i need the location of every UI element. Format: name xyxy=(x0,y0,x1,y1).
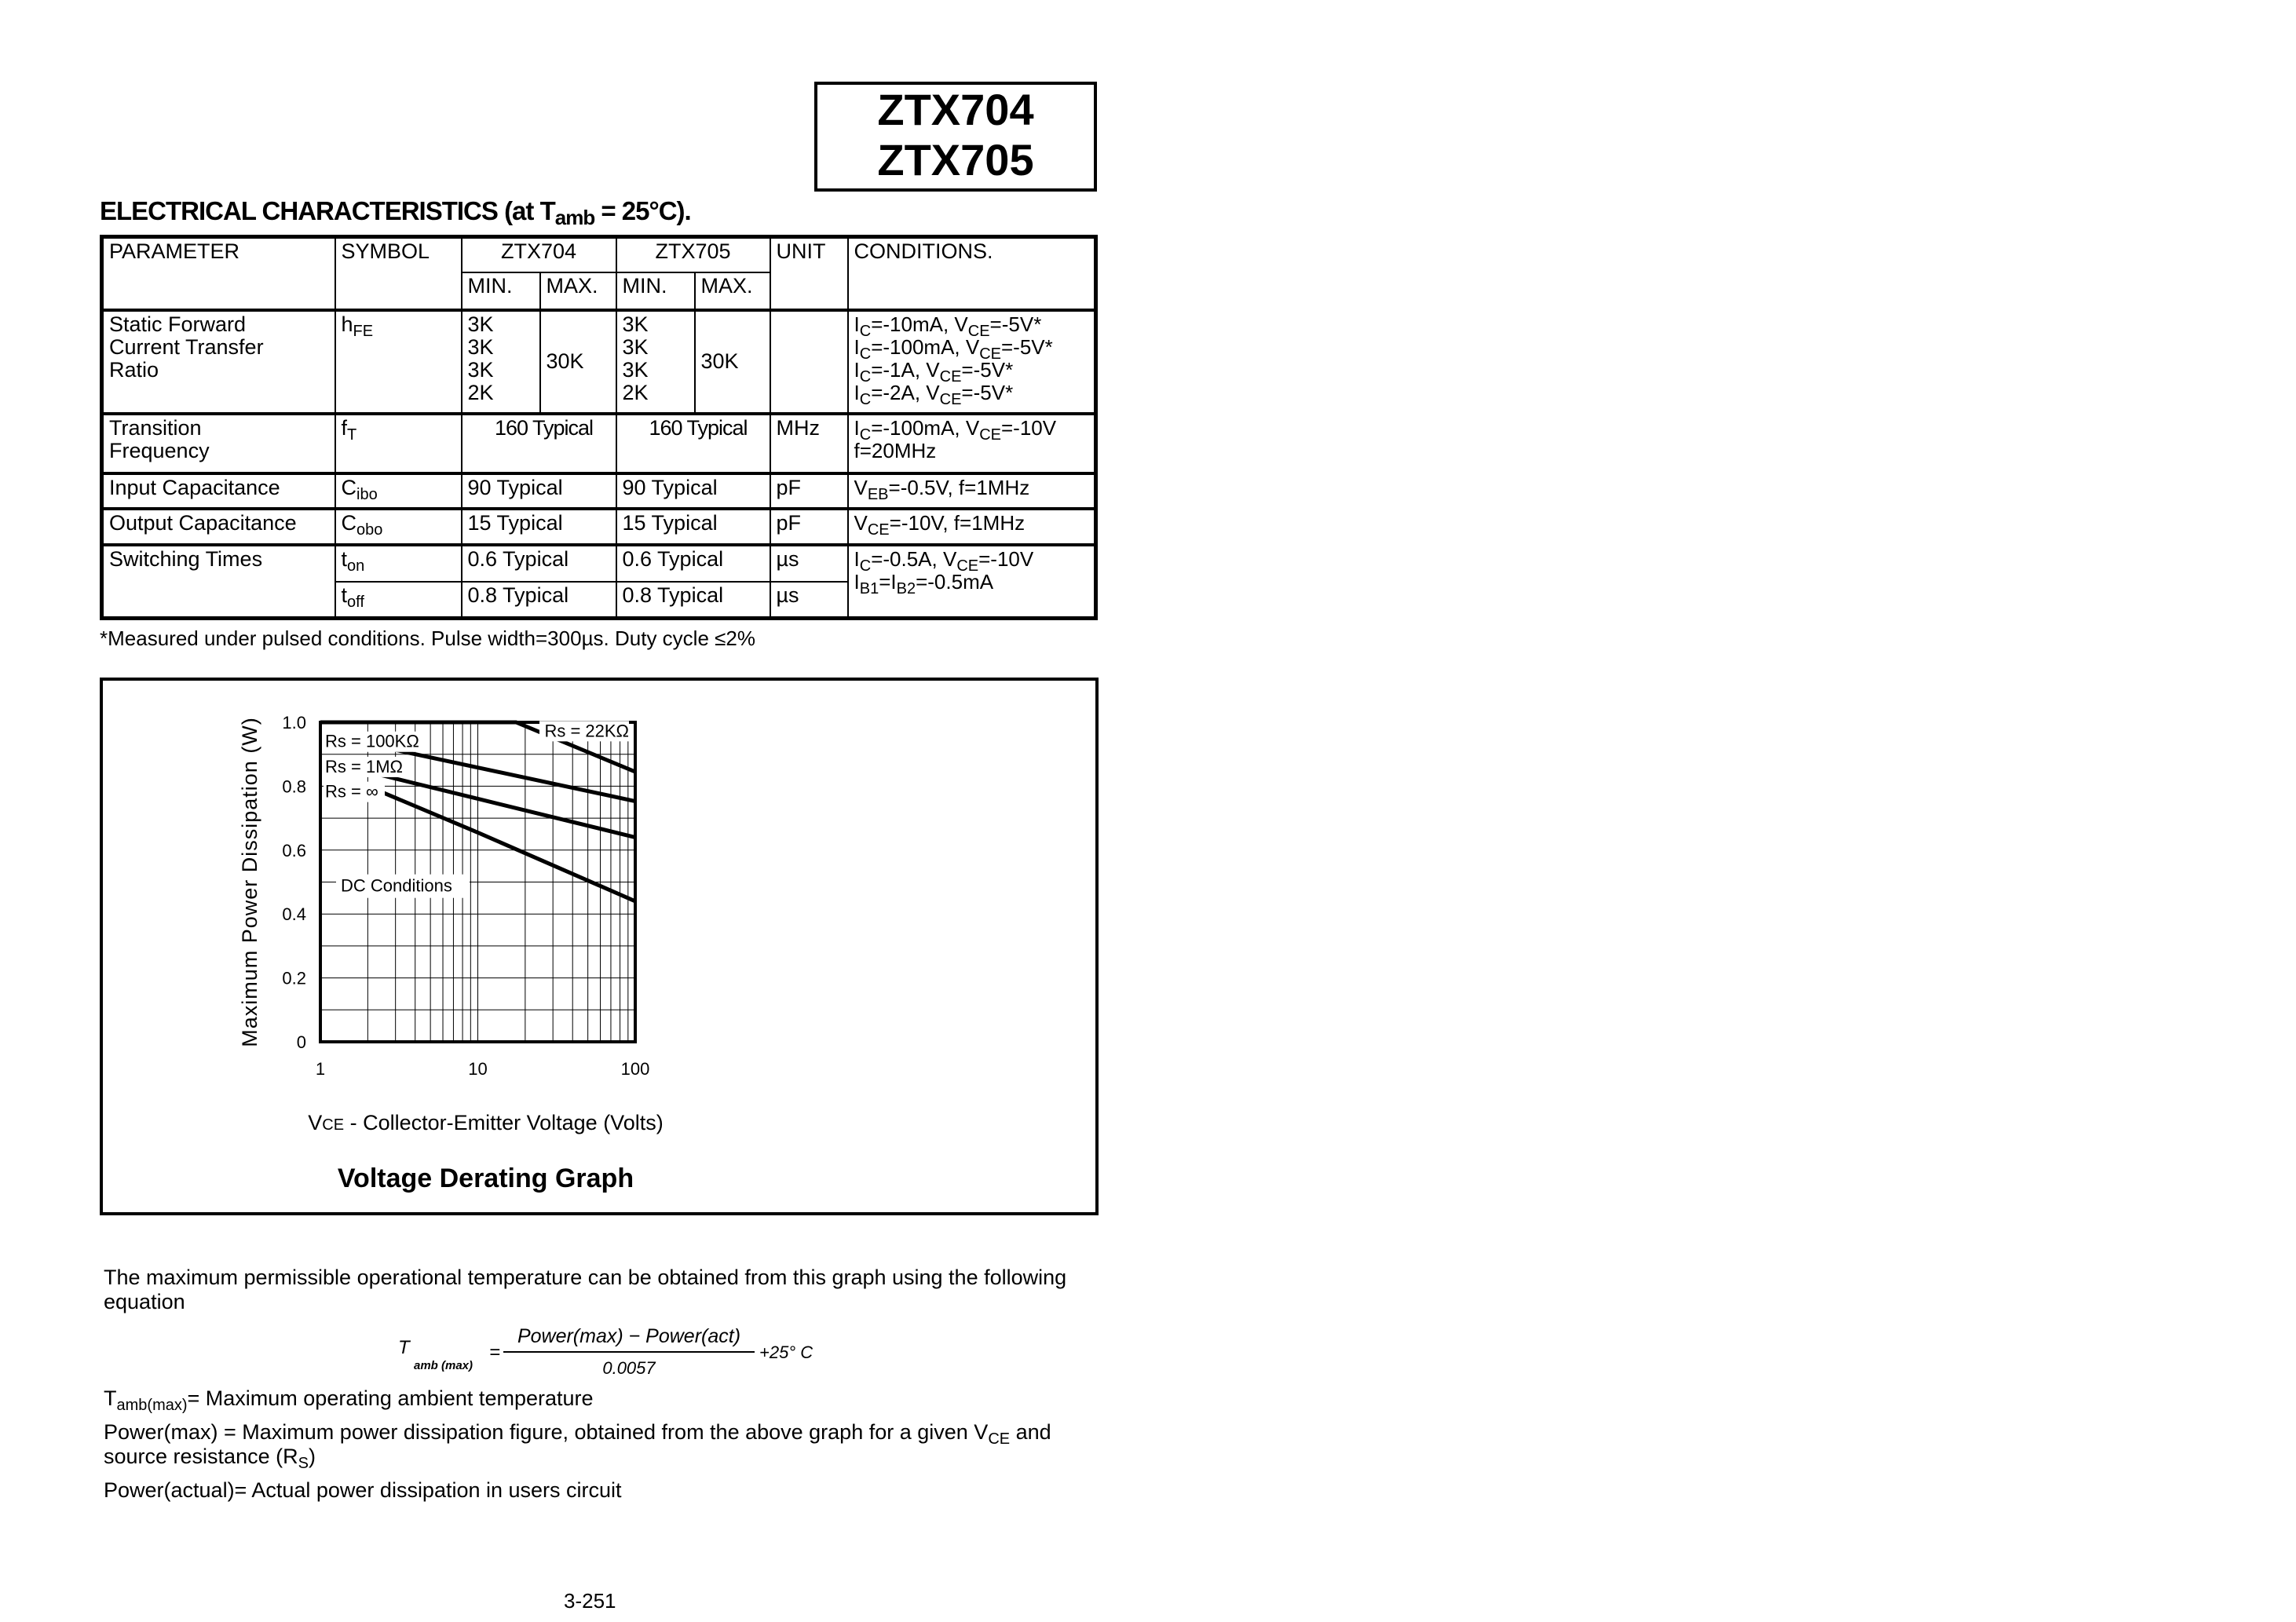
ztx705-value-cell: 90 Typical xyxy=(616,473,770,509)
subscript: CE xyxy=(979,426,1001,444)
parameter-cell xyxy=(102,545,335,619)
ztx705-value-cell: 160 Typical xyxy=(616,414,770,473)
value: 2K xyxy=(622,380,649,404)
condition-line xyxy=(854,380,1089,408)
ztx704-value-cell: 15 Typical xyxy=(462,509,616,545)
table-row xyxy=(102,310,1096,414)
subscript: ibo xyxy=(356,485,378,503)
text-segment: f xyxy=(341,415,348,440)
eq-suffix: +25° C xyxy=(759,1343,813,1362)
section-heading xyxy=(100,196,691,229)
symbol-cell xyxy=(335,473,462,509)
condition-line xyxy=(854,312,1089,340)
conditions-cell xyxy=(848,509,1096,545)
table-row xyxy=(102,545,1096,582)
conditions-cell xyxy=(848,310,1096,414)
text-segment: C xyxy=(341,510,356,535)
parameter-line: Input Capacitance xyxy=(109,475,280,499)
text-segment: =-1A, V xyxy=(871,357,940,382)
electrical-characteristics-table xyxy=(100,235,1098,620)
y-tick-label: 0.2 xyxy=(282,968,306,988)
x-label-subscript: CE xyxy=(322,1116,345,1134)
header-unit: UNIT xyxy=(770,237,848,310)
condition-line xyxy=(854,357,1089,385)
header-min: MIN. xyxy=(462,272,540,310)
heading-text-end: = 25°C). xyxy=(594,196,691,225)
text-segment: =-5V* xyxy=(961,380,1014,404)
subscript: obo xyxy=(356,521,383,539)
text-segment: =-2A, V xyxy=(871,380,940,404)
series-label: Rs = 100KΩ xyxy=(325,731,419,751)
ztx705-min-cell xyxy=(616,310,695,414)
header-min: MIN. xyxy=(616,272,695,310)
table-row xyxy=(102,473,1096,509)
subscript: CE xyxy=(939,367,962,385)
text-segment: =-5V* xyxy=(961,357,1014,382)
text-segment: =-100mA, V xyxy=(871,415,980,440)
text-segment: V xyxy=(854,510,868,535)
text-segment: =-10mA, V xyxy=(871,312,968,336)
subscript: C xyxy=(859,367,872,385)
symbol xyxy=(341,510,455,539)
condition-line xyxy=(854,546,1089,575)
y-axis-label: Maximum Power Dissipation (W) xyxy=(238,717,261,1047)
text-segment: =-5V* xyxy=(1001,334,1053,359)
text-segment: =I xyxy=(879,569,897,594)
text-segment: I xyxy=(854,569,860,594)
subscript: off xyxy=(347,593,364,611)
text-segment: =-10V, f=1MHz xyxy=(889,510,1026,535)
parameter-cell xyxy=(102,509,335,545)
symbol-cell xyxy=(335,545,462,582)
symbol xyxy=(341,583,455,611)
subscript: S xyxy=(298,1455,309,1472)
subscript: C xyxy=(859,390,872,408)
ztx704-max-cell: 30K xyxy=(540,310,616,414)
text-segment: =-10V xyxy=(1001,415,1057,440)
series-label: Rs = 22KΩ xyxy=(544,721,629,741)
x-tick-label: 1 xyxy=(315,1059,326,1079)
voltage-derating-chart xyxy=(100,678,1099,1215)
parameter-line: Frequency xyxy=(109,438,210,462)
subscript: C xyxy=(859,322,872,340)
condition-line xyxy=(854,440,1089,462)
text-segment: =-0.5A, V xyxy=(871,546,957,571)
subscript: T xyxy=(347,426,357,444)
ztx705-max-cell: 30K xyxy=(695,310,770,414)
x-tick-label: 100 xyxy=(620,1059,650,1079)
subscript: C xyxy=(859,426,872,444)
symbol xyxy=(341,312,455,340)
subscript: B1 xyxy=(859,579,879,597)
unit-cell xyxy=(770,310,848,414)
footnote: *Measured under pulsed conditions. Pulse width=300µs. Duty cycle ≤2% xyxy=(100,627,755,650)
header-parameter: PARAMETER xyxy=(102,237,335,310)
series-label: Rs = 1MΩ xyxy=(325,756,403,776)
text-segment: h xyxy=(341,312,353,336)
y-tick-label: 0.8 xyxy=(282,776,306,797)
eq-lhs: T xyxy=(398,1337,410,1358)
symbol xyxy=(341,546,455,575)
value: 3K xyxy=(622,334,649,359)
eq-equals: = xyxy=(489,1342,501,1363)
page-number: 3-251 xyxy=(564,1589,616,1613)
header-ztx705: ZTX705 xyxy=(616,237,770,272)
table-row xyxy=(102,509,1096,545)
parameter-cell xyxy=(102,310,335,414)
subscript: CE xyxy=(939,390,962,408)
symbol xyxy=(341,415,455,444)
header-conditions: CONDITIONS. xyxy=(848,237,1096,310)
parameter-line: Switching Times xyxy=(109,546,263,571)
unit-cell: µs xyxy=(770,545,848,582)
symbol-cell xyxy=(335,414,462,473)
y-tick-label: 0 xyxy=(296,1032,306,1052)
text-segment: I xyxy=(854,334,860,359)
text-segment: =-100mA, V xyxy=(871,334,980,359)
definitions xyxy=(104,1386,1093,1512)
equation xyxy=(397,1322,852,1384)
eq-denominator: 0.0057 xyxy=(602,1358,656,1378)
subscript: CE xyxy=(867,521,890,539)
text-segment: =-0.5mA xyxy=(916,569,994,594)
text-segment: Power(max) = Maximum power dissipation figure, obtained from the above graph for a given V xyxy=(104,1420,989,1444)
part-number-box xyxy=(814,82,1097,192)
text-segment: t xyxy=(341,546,348,571)
y-tick-label: 1.0 xyxy=(282,713,306,732)
symbol-cell xyxy=(335,310,462,414)
subscript: CE xyxy=(979,345,1001,363)
text-segment: = Maximum operating ambient temperature xyxy=(187,1386,594,1410)
series-label: Rs = ∞ xyxy=(325,781,378,802)
parameter-cell xyxy=(102,473,335,509)
y-tick-label: 0.4 xyxy=(282,904,306,925)
conditions-cell xyxy=(848,414,1096,473)
header-max: MAX. xyxy=(540,272,616,310)
text-segment: ) xyxy=(308,1445,316,1468)
x-axis-label xyxy=(308,1111,663,1134)
ztx704-value-cell: 160 Typical xyxy=(462,414,616,473)
subscript: CE xyxy=(967,322,990,340)
subscript: CE xyxy=(988,1430,1011,1448)
x-label-text: - Collector-Emitter Voltage (Volts) xyxy=(344,1111,664,1134)
text-segment: V xyxy=(854,475,868,499)
part-number-2: ZTX705 xyxy=(877,135,1034,184)
definition xyxy=(104,1386,1093,1414)
parameter-line: Output Capacitance xyxy=(109,510,297,535)
value: 3K xyxy=(622,312,649,336)
symbol xyxy=(341,475,455,503)
subscript: C xyxy=(859,557,872,575)
value: 3K xyxy=(467,357,494,382)
parameter-line: Current Transfer xyxy=(109,334,264,359)
intro-paragraph: The maximum permissible operational temperature can be obtained from this graph using the following equation xyxy=(104,1266,1067,1313)
text-segment: I xyxy=(854,380,860,404)
ztx704-value-cell: 0.8 Typical xyxy=(462,582,616,619)
dc-conditions-annotation: DC Conditions xyxy=(341,875,452,896)
condition-line xyxy=(854,415,1089,444)
value: 3K xyxy=(622,357,649,382)
symbol-cell xyxy=(335,509,462,545)
ztx704-min-cell xyxy=(462,310,540,414)
value: 2K xyxy=(467,380,494,404)
text-segment: t xyxy=(341,583,348,607)
subscript: B2 xyxy=(896,579,916,597)
parameter-line: Transition xyxy=(109,415,202,440)
text-segment: and source resistance (R xyxy=(104,1420,1051,1468)
ztx705-value-cell: 15 Typical xyxy=(616,509,770,545)
text-segment: T xyxy=(104,1386,117,1410)
subscript: CE xyxy=(956,557,979,575)
text-segment: I xyxy=(854,415,860,440)
unit-cell: µs xyxy=(770,582,848,619)
parameter-line: Ratio xyxy=(109,357,159,382)
header-ztx704: ZTX704 xyxy=(462,237,616,272)
table-row xyxy=(102,414,1096,473)
y-tick-label: 0.6 xyxy=(282,840,306,860)
condition-line xyxy=(854,334,1089,363)
chart-title: Voltage Derating Graph xyxy=(337,1164,634,1193)
eq-lhs-sub: amb (max) xyxy=(414,1359,473,1372)
value: 3K xyxy=(467,312,494,336)
value: 3K xyxy=(467,334,494,359)
text-segment: Power(actual)= Actual power dissipation in users circuit xyxy=(104,1478,622,1502)
unit-cell: pF xyxy=(770,509,848,545)
ztx705-value-cell: 0.6 Typical xyxy=(616,545,770,582)
text-segment: =-5V* xyxy=(989,312,1042,336)
unit-cell: MHz xyxy=(770,414,848,473)
subscript: C xyxy=(859,345,872,363)
text-segment: I xyxy=(854,546,860,571)
condition-line xyxy=(854,475,1089,503)
x-label-text: V xyxy=(308,1111,323,1134)
text-segment: C xyxy=(341,475,356,499)
text-segment: =-0.5V, f=1MHz xyxy=(888,475,1030,499)
conditions-cell xyxy=(848,545,1096,619)
text-segment: I xyxy=(854,312,860,336)
condition-line xyxy=(854,569,1089,597)
text-segment: f=20MHz xyxy=(854,438,937,462)
condition-line xyxy=(854,510,1089,539)
chart-svg xyxy=(103,681,1095,1212)
header-max: MAX. xyxy=(695,272,770,310)
subscript: on xyxy=(347,557,365,575)
x-tick-label: 10 xyxy=(468,1059,488,1079)
subscript: amb(max) xyxy=(116,1397,188,1414)
equation-svg xyxy=(397,1322,852,1379)
definition xyxy=(104,1420,1093,1472)
heading-subscript: amb xyxy=(554,206,595,229)
ztx704-value-cell: 0.6 Typical xyxy=(462,545,616,582)
part-number-1: ZTX704 xyxy=(877,85,1034,134)
conditions-cell xyxy=(848,473,1096,509)
symbol-cell xyxy=(335,582,462,619)
eq-numerator: Power(max) − Power(act) xyxy=(517,1325,741,1347)
unit-cell: pF xyxy=(770,473,848,509)
header-symbol: SYMBOL xyxy=(335,237,462,310)
definition xyxy=(104,1478,1093,1503)
heading-text: ELECTRICAL CHARACTERISTICS (at T xyxy=(100,196,555,225)
parameter-line: Static Forward xyxy=(109,312,247,336)
text-segment: I xyxy=(854,357,860,382)
parameter-cell xyxy=(102,414,335,473)
ztx705-value-cell: 0.8 Typical xyxy=(616,582,770,619)
ztx704-value-cell: 90 Typical xyxy=(462,473,616,509)
subscript: FE xyxy=(353,322,374,340)
subscript: EB xyxy=(867,485,889,503)
text-segment: =-10V xyxy=(978,546,1034,571)
